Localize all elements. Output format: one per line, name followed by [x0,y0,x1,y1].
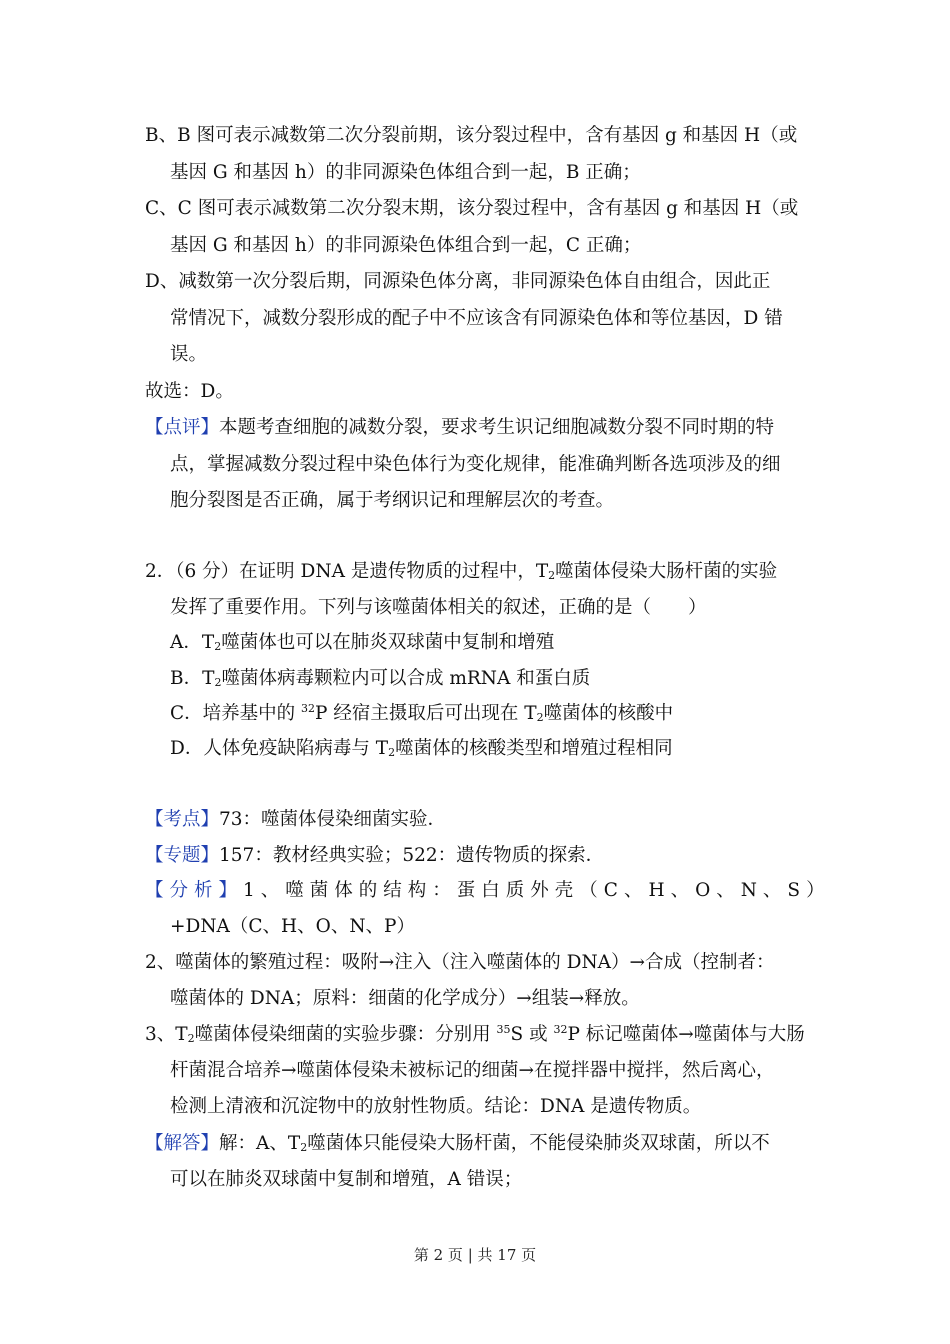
comment-tag: 【点评】 [145,417,220,438]
analysis-5d: P 标记噬菌体→噬菌体与大肠 [567,1024,805,1045]
q2-analysis-line-7: 检测上清液和沉淀物中的放射性物质。结论：DNA 是遗传物质。 [170,1096,702,1117]
page-footer: 第 2 页 | 共 17 页 [413,1246,537,1264]
superscript: 32 [301,702,316,715]
q1-option-b-line-2: 基因 G 和基因 h）的非同源染色体组合到一起，B 正确； [170,162,641,183]
analysis-5b: 噬菌体侵染细菌的实验步骤：分别用 [194,1024,497,1045]
analysis-tag: 【分析】 [145,880,244,901]
q2-analysis-line-2: +DNA（C、H、O、N、P） [170,916,415,937]
q1-option-d-line-1: D、减数第一次分裂后期，同源染色体分离，非同源染色体自由组合，因此正 [145,271,771,292]
analysis-5c: S 或 [510,1024,554,1045]
comment-text-1: 本题考查细胞的减数分裂，要求考生识记细胞减数分裂不同时期的特 [219,417,775,438]
q1-comment-line-1 [145,416,774,440]
q2-point [145,808,446,832]
q2-option-b [170,667,590,691]
option-c-text-2: 噬菌体的核酸中 [543,703,674,724]
q2-stem-1b: 噬菌体侵染大肠杆菌的实验 [555,561,778,582]
option-c-text-1: P 经宿主摄取后可出现在 T [315,703,537,724]
subscript: 2 [214,640,222,653]
option-a-prefix: A．T [170,632,215,653]
q1-comment-line-2: 点，掌握减数分裂过程中染色体行为变化规律，能准确判断各选项涉及的细 [170,454,781,475]
q1-option-c-line-1: C、C 图可表示减数第二次分裂末期，该分裂过程中，含有基因 g 和基因 H（或 [145,198,799,219]
q2-topic [145,844,604,868]
superscript: 35 [496,1023,511,1036]
analysis-text-1: 1、噬菌体的结构：蛋白质外壳（C、H、O、N、S） [243,880,831,901]
option-b-prefix: B．T [170,668,215,689]
subscript: 2 [548,569,556,582]
analysis-5a: 3、T [145,1024,188,1045]
q1-option-b-line-1: B、B 图可表示减数第二次分裂前期，该分裂过程中，含有基因 g 和基因 H（或 [145,125,798,146]
point-text: 73：噬菌体侵染细菌实验． [219,809,447,830]
q1-option-d-line-3: 误。 [170,344,208,365]
q1-option-c-line-2: 基因 G 和基因 h）的非同源染色体组合到一起，C 正确； [170,235,642,256]
q2-option-a [170,631,554,655]
q2-solution-line-1 [145,1132,770,1156]
topic-text: 157：教材经典实验；522：遗传物质的探索． [219,845,605,866]
q1-answer: 故选：D。 [145,381,234,402]
point-tag: 【考点】 [145,809,220,830]
solution-1a: 解：A、T [219,1133,301,1154]
option-c-prefix: C．培养基中的 [170,703,302,724]
option-b-text: 噬菌体病毒颗粒内可以合成 mRNA 和蛋白质 [221,668,591,689]
q2-stem-line-2: 发挥了重要作用。下列与该噬菌体相关的叙述，正确的是（ ） [170,597,707,618]
subscript: 2 [536,711,544,724]
q2-option-d [170,737,673,761]
q2-stem-1a: 2．（6 分）在证明 DNA 是遗传物质的过程中，T [145,561,549,582]
q2-stem-line-1 [145,560,777,584]
q2-analysis-line-4: 噬菌体的 DNA；原料：细菌的化学成分）→组装→释放。 [170,988,640,1009]
q2-solution-line-2: 可以在肺炎双球菌中复制和增殖，A 错误； [170,1169,523,1190]
subscript: 2 [300,1141,308,1154]
option-d-text: 噬菌体的核酸类型和增殖过程相同 [395,738,673,759]
option-d-prefix: D．人体免疫缺陷病毒与 T [170,738,389,759]
subscript: 2 [187,1032,195,1045]
q2-analysis-line-3: 2、噬菌体的繁殖过程：吸附→注入（注入噬菌体的 DNA）→合成（控制者： [145,952,775,973]
q1-comment-line-3: 胞分裂图是否正确，属于考纲识记和理解层次的考查。 [170,490,615,511]
q2-analysis-line-1 [145,879,831,903]
q2-option-c [170,702,673,726]
topic-tag: 【专题】 [145,845,220,866]
option-a-text: 噬菌体也可以在肺炎双球菌中复制和增殖 [221,632,555,653]
subscript: 2 [388,746,396,759]
q2-analysis-line-6: 杆菌混合培养→噬菌体侵染未被标记的细菌→在搅拌器中搅拌，然后离心， [170,1060,775,1081]
q1-option-d-line-2: 常情况下，减数分裂形成的配子中不应该含有同源染色体和等位基因，D 错 [170,308,783,329]
q2-analysis-line-5 [145,1023,805,1047]
superscript: 32 [553,1023,568,1036]
solution-tag: 【解答】 [145,1133,220,1154]
solution-1b: 噬菌体只能侵染大肠杆菌，不能侵染肺炎双球菌，所以不 [307,1133,770,1154]
subscript: 2 [214,676,222,689]
